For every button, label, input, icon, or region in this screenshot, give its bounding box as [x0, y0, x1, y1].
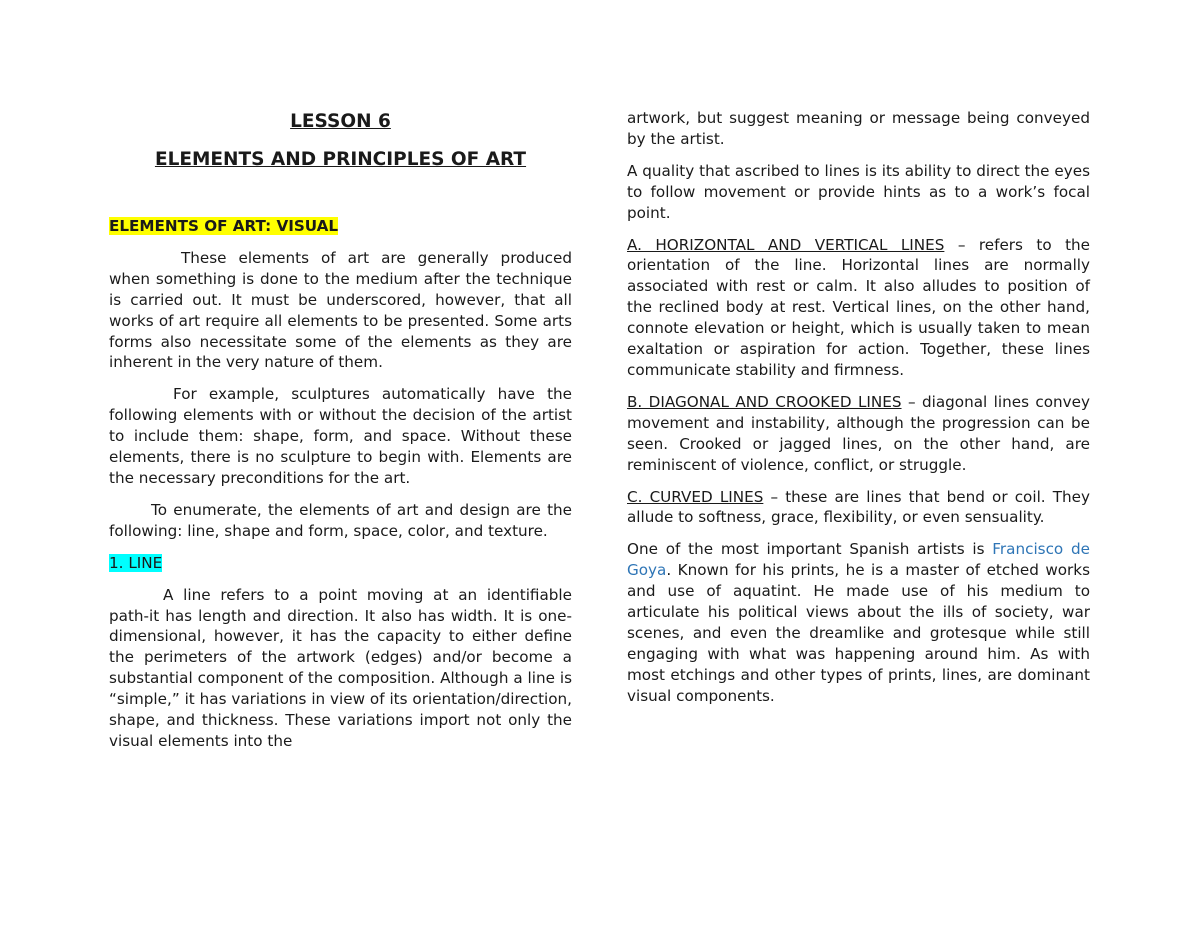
paragraph-elements-intro: These elements of art are generally produced when something is done to the medium after the technique is carried out. It must be underscored, however, that all works of art require all elements to be presented. Some arts forms also necessitate some of the elements as they are inherent in the very nature of them.: [109, 248, 572, 372]
goya-intro-text: One of the most important Spanish artists is: [627, 540, 993, 559]
diagonal-crooked-text: – diagonal lines convey movement and instability, although the progression can be seen. Crooked or jagged lines, on the other hand, are reminiscent of violence, conflict, or struggle.: [627, 392, 1090, 474]
lesson-title: LESSON 6: [290, 111, 391, 132]
left-column: [109, 108, 572, 763]
subheading-curved: C. CURVED LINES: [627, 487, 764, 506]
paragraph-sculpture-example: For example, sculptures automatically have the following elements with or without the decision of the artist to include them: shape, form, and space. Without these elements, there is no sculpture to begin with. Elements are the necessary preconditions for the art.: [109, 385, 572, 487]
paragraph-line-definition: A line refers to a point moving at an identifiable path-it has length and direction. It also has width. It is one-dimensional, however, it has the capacity to either define the perimeters of the artwork (edges) and/or become a substantial component of the composition. Although a line is “simple,” it has variations in view of its orientation/direction, shape, and thickness. These variations import not only the visual elements into the: [109, 585, 572, 750]
line-label: [109, 553, 572, 574]
subheading-horizontal-vertical: A. HORIZONTAL AND VERTICAL LINES: [627, 235, 945, 254]
horizontal-vertical-text: – refers to the orientation of the line. Horizontal lines are normally associated with rest or calm. It also alludes to position of the reclined body at rest. Vertical lines, on the other hand, connote elevation or height, which is usually taken to mean exaltation or aspiration for action. Together, these lines communicate stability and firmness.: [627, 235, 1090, 379]
curved-text: – these are lines that bend or coil. They allude to softness, grace, flexibility, or even sensuality.: [627, 487, 1090, 527]
paragraph-curved: [627, 487, 1090, 529]
subheading-diagonal-crooked: B. DIAGONAL AND CROOKED LINES: [627, 392, 902, 411]
paragraph-horizontal-vertical: [627, 235, 1090, 381]
line-label-text: 1. LINE: [109, 553, 163, 572]
paragraph-enumerate: To enumerate, the elements of art and design are the following: line, shape and form, space, color, and texture.: [109, 500, 572, 540]
goya-link[interactable]: Francisco de Goya: [627, 540, 1090, 580]
paragraph-diagonal-crooked: [627, 392, 1090, 476]
paragraph-line-quality: A quality that ascribed to lines is its ability to direct the eyes to follow movement or provide hints as to a work’s focal point.: [627, 161, 1090, 222]
paragraph-artwork-meaning: artwork, but suggest meaning or message being conveyed by the artist.: [627, 109, 1090, 148]
paragraph-goya: [627, 539, 1090, 706]
section-label: [109, 216, 572, 237]
section-label-text: ELEMENTS OF ART: VISUAL: [109, 217, 339, 235]
goya-body-text: . Known for his prints, he is a master of etched works and use of aquatint. He made use of his medium to articulate his political views about the ills of society, war scenes, and even the dreamlike and grotesque while still engaging with what was happening around him. As with most etchings and other types of prints, lines, are dominant visual components.: [627, 561, 1090, 705]
page-heading: ELEMENTS AND PRINCIPLES OF ART: [154, 149, 527, 170]
right-column: [627, 108, 1090, 718]
